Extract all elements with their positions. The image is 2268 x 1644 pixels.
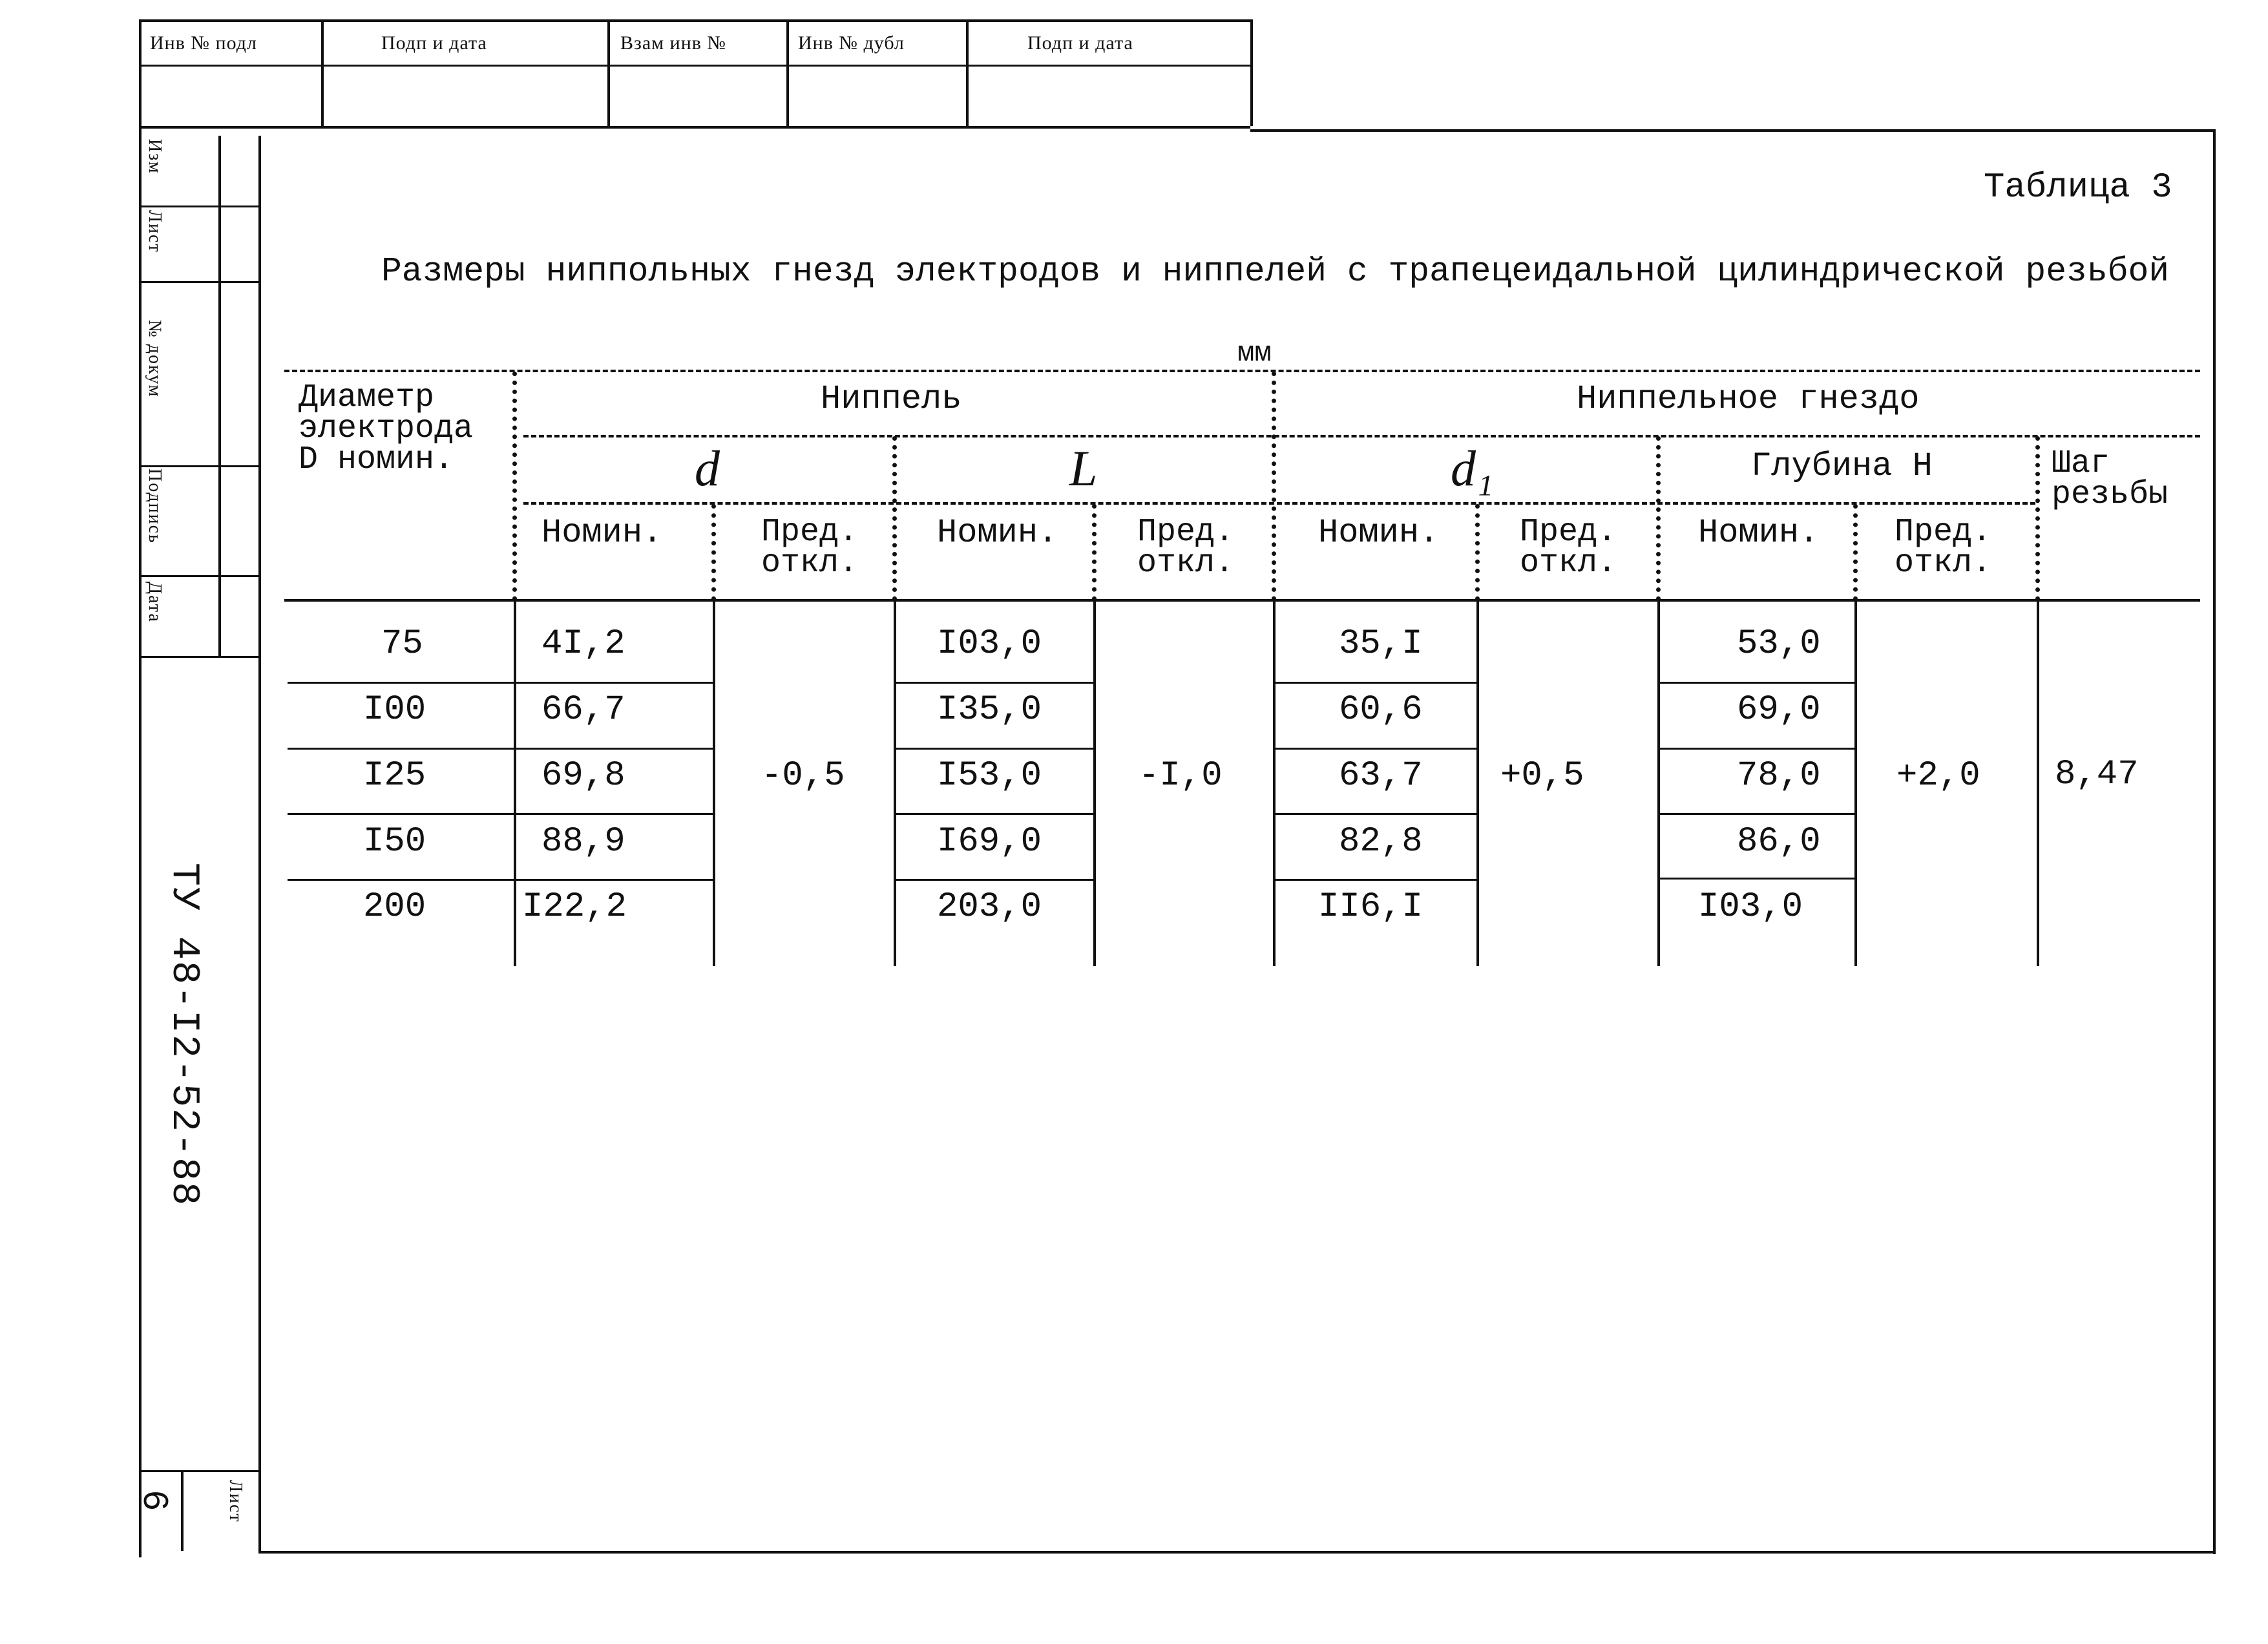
- cell-H: 53,0: [1737, 624, 1821, 664]
- header-diameter-line: Диаметр: [299, 379, 435, 416]
- cell-d: 66,7: [541, 690, 625, 730]
- cell-d: 69,8: [541, 756, 625, 796]
- sidebar-row-line: [139, 206, 258, 207]
- header-dev-line: Пред.: [1895, 514, 1992, 551]
- header-nom-L: Номин.: [937, 514, 1058, 552]
- stamp-bottom-line: [139, 126, 1250, 129]
- cell-d: I22,2: [522, 887, 627, 927]
- cell-d1: 82,8: [1339, 822, 1423, 861]
- cell-d1: II6,I: [1318, 887, 1423, 927]
- sidebar-row-line: [139, 656, 258, 658]
- header-sep: [1272, 372, 1276, 601]
- sidebar-row-line: [139, 465, 258, 467]
- cell-pitch: 8,47: [2055, 755, 2139, 794]
- cell-L: I69,0: [937, 822, 1042, 861]
- stamp-divider: [966, 19, 969, 126]
- header-nom-H: Номин.: [1698, 514, 1820, 552]
- cell-diameter: 200: [363, 887, 426, 927]
- cell-diameter: I50: [363, 822, 426, 861]
- cell-dev-H: +2,0: [1896, 756, 1980, 796]
- cell-H: 78,0: [1737, 756, 1821, 796]
- cell-H: 69,0: [1737, 690, 1821, 730]
- header-bottom-line: [284, 599, 2200, 602]
- header-nipple-socket: Ниппельное гнездо: [1577, 380, 1920, 418]
- cell-dev-L: -I,0: [1139, 756, 1223, 796]
- body-col-line: [713, 601, 715, 966]
- row-sep: [1273, 879, 1478, 881]
- body-col-line: [1476, 601, 1479, 966]
- row-sep: [894, 682, 1095, 684]
- cell-diameter: I25: [363, 756, 426, 796]
- sheet-number: 6: [133, 1490, 174, 1513]
- row-sep: [1657, 748, 1856, 750]
- header-dev-line: Пред.: [1137, 514, 1235, 551]
- stamp-divider: [1250, 19, 1253, 126]
- row-sep: [1273, 813, 1478, 815]
- header-sep: [1656, 436, 1661, 601]
- cell-L: I53,0: [937, 756, 1042, 796]
- cell-d: 4I,2: [541, 624, 625, 664]
- body-col-line: [514, 601, 516, 966]
- table-top-line: [284, 370, 2200, 372]
- cell-d: 88,9: [541, 822, 625, 861]
- row-sep: [1657, 682, 1856, 684]
- header-sep: [1853, 504, 1858, 601]
- header-sep: [1475, 504, 1480, 601]
- header-L: L: [1069, 440, 1098, 496]
- table-number: Таблица 3: [1984, 168, 2172, 207]
- row-sep: [288, 748, 714, 750]
- stamp-label-inv-dubl: Инв № дубл: [798, 32, 905, 54]
- header-sep: [711, 504, 716, 601]
- row-sep: [1657, 813, 1856, 815]
- header-line-3: [523, 502, 2035, 505]
- header-nipple: Ниппель: [821, 380, 962, 418]
- cell-L: I35,0: [937, 690, 1042, 730]
- sidebar-sheet-divider: [181, 1470, 184, 1551]
- header-d: d: [695, 440, 720, 496]
- stamp-label-podp-data: Подп и дата: [381, 32, 487, 54]
- row-sep: [1273, 682, 1478, 684]
- cell-d1: 60,6: [1339, 690, 1423, 730]
- sidebar-label-podpis: Подпись: [145, 469, 165, 544]
- header-sep: [892, 436, 897, 601]
- header-diameter: [299, 379, 474, 478]
- row-sep: [288, 682, 714, 684]
- header-diameter-line: D номин.: [299, 441, 454, 478]
- page-title: Размеры ниппольных гнезд электродов и ниппелей с трапецеидальной цилиндрической резьбой: [381, 252, 2170, 291]
- sidebar-label-data: Дата: [145, 582, 165, 623]
- sidebar-label-list: Лист: [145, 210, 165, 253]
- header-dev-line: Пред.: [1520, 514, 1617, 551]
- stamp-label-vzam-inv: Взам инв №: [620, 32, 727, 54]
- header-depth: Глубина Н: [1751, 447, 1933, 485]
- header-dev-d1: [1520, 514, 1617, 582]
- sheet-label: Лист: [226, 1480, 246, 1523]
- sidebar-row-line: [139, 1470, 258, 1472]
- header-dev-line: Пред.: [761, 514, 859, 551]
- stamp-top-line: [139, 19, 1250, 22]
- body-col-line: [1854, 601, 1857, 966]
- frame-top-line: [1250, 129, 2213, 132]
- header-dev-line: откл.: [1895, 545, 1992, 582]
- sidebar-sub-line: [218, 136, 221, 656]
- body-col-line: [2037, 601, 2039, 966]
- stamp-divider: [786, 19, 789, 126]
- body-col-line: [1273, 601, 1276, 966]
- cell-H: I03,0: [1698, 887, 1803, 927]
- header-dev-line: откл.: [1137, 545, 1235, 582]
- row-sep: [288, 879, 714, 881]
- stamp-mid-line: [139, 65, 1250, 67]
- sidebar-label-izm: Изм: [145, 139, 165, 174]
- stamp-label-podp-data-2: Подп и дата: [1027, 32, 1133, 54]
- body-col-line: [1093, 601, 1096, 966]
- row-sep: [1657, 878, 1856, 880]
- cell-dev-d1: +0,5: [1500, 756, 1584, 796]
- row-sep: [1273, 748, 1478, 750]
- header-dev-d: [761, 514, 859, 582]
- body-col-line: [1657, 601, 1660, 966]
- cell-d1: 63,7: [1339, 756, 1423, 796]
- frame-bottom-line: [258, 1551, 2213, 1554]
- cell-L: 203,0: [937, 887, 1042, 927]
- header-line-2: [523, 435, 2200, 437]
- sidebar-label-n-dokum: № докум: [145, 320, 165, 398]
- header-pitch-line: Шаг: [2052, 445, 2110, 482]
- row-sep: [894, 879, 1095, 881]
- header-dev-L: [1137, 514, 1235, 582]
- sidebar-row-line: [139, 575, 258, 577]
- row-sep: [894, 813, 1095, 815]
- header-sep: [512, 372, 517, 601]
- header-sep: [1092, 504, 1097, 601]
- header-nom-d1: Номин.: [1318, 514, 1440, 552]
- cell-dev-d: -0,5: [761, 756, 845, 796]
- stamp-divider: [321, 19, 324, 126]
- cell-L: I03,0: [937, 624, 1042, 664]
- header-diameter-line: электрода: [299, 410, 474, 447]
- header-sep: [2035, 436, 2040, 601]
- stamp-divider: [607, 19, 610, 126]
- cell-H: 86,0: [1737, 822, 1821, 861]
- sidebar-outer-line: [139, 19, 142, 1557]
- header-dev-H: [1895, 514, 1992, 582]
- units-label: мм: [1237, 337, 1272, 370]
- stamp-label-inv-podl: Инв № подл: [150, 32, 257, 54]
- header-dev-line: откл.: [1520, 545, 1617, 582]
- row-sep: [894, 748, 1095, 750]
- header-pitch-line: резьбы: [2052, 476, 2168, 513]
- header-nom-d: Номин.: [541, 514, 663, 552]
- header-pitch: [2052, 445, 2168, 513]
- cell-diameter: 75: [381, 624, 423, 664]
- row-sep: [288, 813, 714, 815]
- body-col-line: [894, 601, 896, 966]
- cell-d1: 35,I: [1339, 624, 1423, 664]
- sidebar-inner-line: [258, 136, 261, 1551]
- header-dev-line: откл.: [761, 545, 859, 582]
- cell-diameter: I00: [363, 690, 426, 730]
- frame-right-line: [2213, 129, 2216, 1554]
- sidebar-row-line: [139, 281, 258, 283]
- document-code: ТУ 48-I2-52-88: [162, 863, 205, 1207]
- header-d1: d₁: [1451, 440, 1494, 496]
